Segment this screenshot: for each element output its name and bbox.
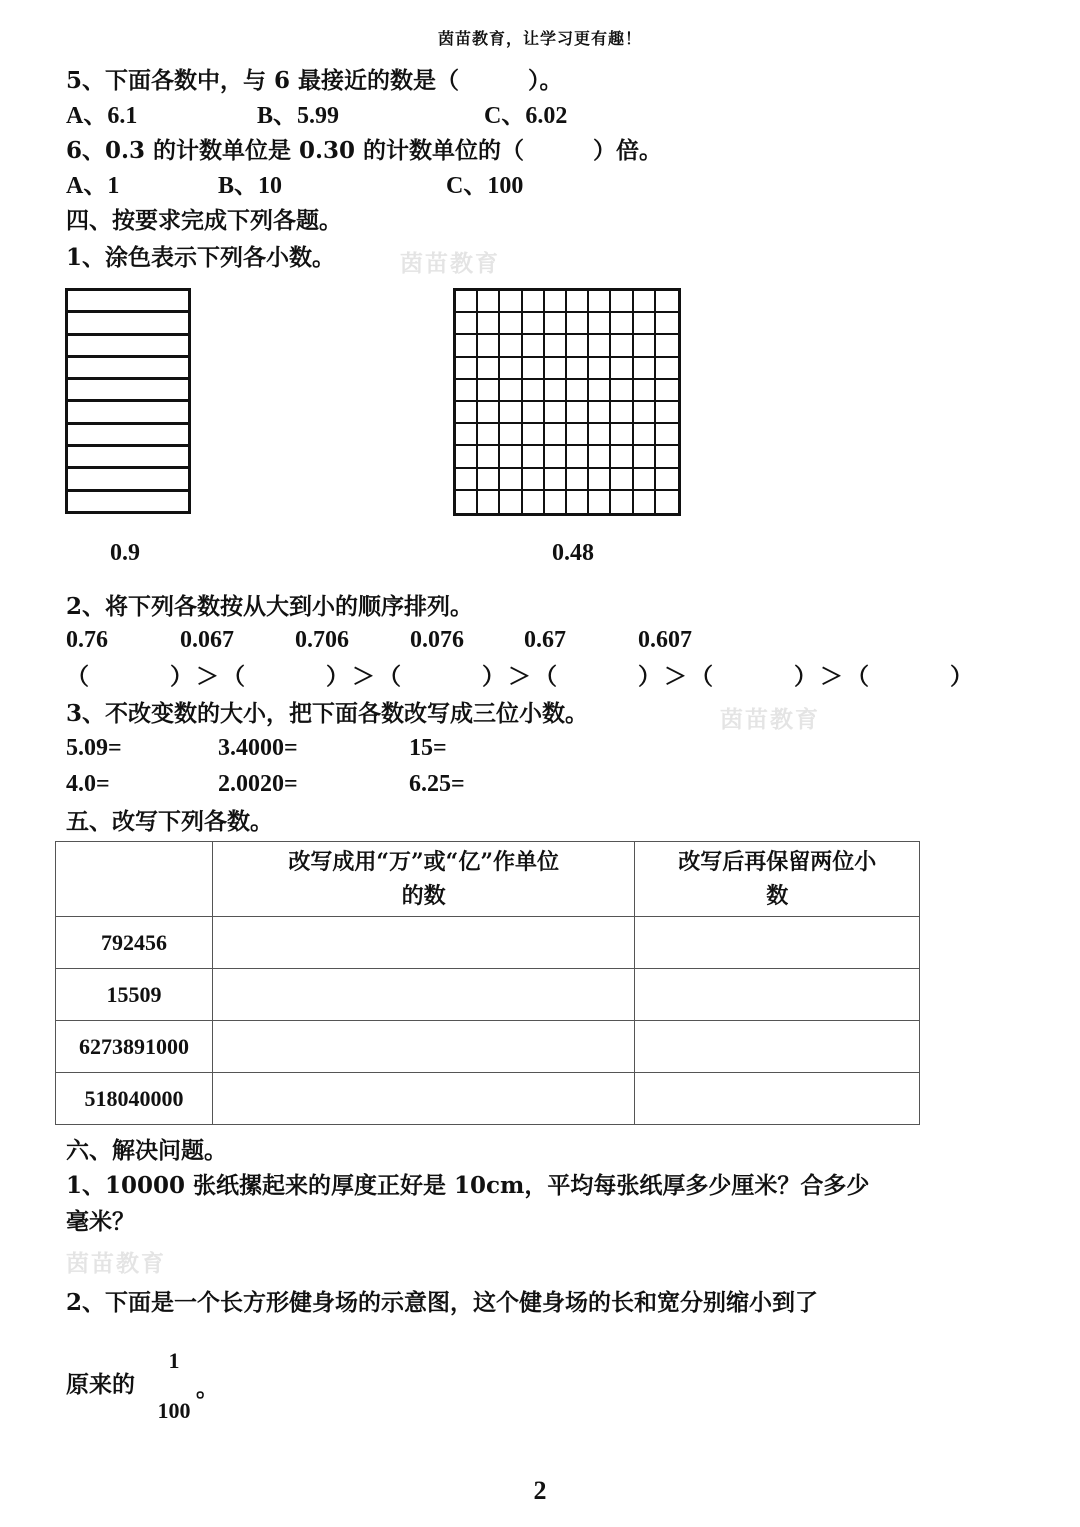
rewrite-item-2[interactable]: 3.4000= <box>218 735 298 761</box>
grid-cell[interactable] <box>523 491 545 513</box>
grid-cell[interactable] <box>589 380 611 402</box>
grid-cell[interactable] <box>456 380 478 402</box>
section5-title: 五、改写下列各数。 <box>66 808 273 835</box>
grid-cell[interactable] <box>567 446 589 468</box>
grid-cell[interactable] <box>478 358 500 380</box>
table-cell-answer[interactable] <box>212 969 635 1021</box>
grid-cell[interactable] <box>478 424 500 446</box>
grid-cell[interactable] <box>545 291 567 313</box>
grid-cell[interactable] <box>456 446 478 468</box>
rewrite-table <box>55 841 920 1125</box>
grid-cell[interactable] <box>634 446 656 468</box>
table-header-cell <box>635 842 920 917</box>
grid-cell[interactable] <box>545 335 567 357</box>
grid-cell[interactable] <box>656 291 678 313</box>
grid-cell[interactable] <box>523 446 545 468</box>
grid-cell[interactable] <box>634 335 656 357</box>
order-number-2: 0.067 <box>180 627 234 653</box>
page-number: 2 <box>533 1476 547 1505</box>
q6-option-b: B、10 <box>218 173 283 199</box>
grid-cell[interactable] <box>478 335 500 357</box>
grid-cell[interactable] <box>545 491 567 513</box>
grid-cell[interactable] <box>478 291 500 313</box>
grid-cell[interactable] <box>545 469 567 491</box>
grid-cell[interactable] <box>634 491 656 513</box>
grid-cell[interactable] <box>500 313 522 335</box>
grid-cell[interactable] <box>634 313 656 335</box>
grid-cell[interactable] <box>611 402 633 424</box>
grid-cell[interactable] <box>589 491 611 513</box>
grid-cell[interactable] <box>611 291 633 313</box>
grid-cell[interactable] <box>456 402 478 424</box>
s4-p3-stem: 3、不改变数的大小，把下面各数改写成三位小数。 <box>66 700 589 727</box>
s6-p2-prefix: 原来的 <box>66 1371 135 1398</box>
grid-cell[interactable] <box>611 380 633 402</box>
rewrite-item-3[interactable]: 15= <box>409 735 447 761</box>
q6-stem: 6、0.3 的计数单位是 0.30 的计数单位的（ ）倍。 <box>66 137 663 164</box>
grid-cell[interactable] <box>545 313 567 335</box>
table-header-cell <box>212 842 635 917</box>
grid-cell[interactable] <box>478 469 500 491</box>
grid-cell[interactable] <box>656 469 678 491</box>
table-header-cell <box>56 842 213 917</box>
grid-cell[interactable] <box>589 446 611 468</box>
grid-cell[interactable] <box>589 313 611 335</box>
rewrite-item-4[interactable]: 4.0= <box>66 771 110 797</box>
grid-cell[interactable] <box>656 491 678 513</box>
grid-cell[interactable] <box>523 469 545 491</box>
grid-cell[interactable] <box>567 335 589 357</box>
grid-cell[interactable] <box>478 491 500 513</box>
grid-cell[interactable] <box>589 358 611 380</box>
grid-cell[interactable] <box>545 402 567 424</box>
grid-cell[interactable] <box>478 313 500 335</box>
grid-cell[interactable] <box>500 491 522 513</box>
grid-cell[interactable] <box>567 469 589 491</box>
grid-cell[interactable] <box>500 402 522 424</box>
s6-p1-line2: 毫米？ <box>66 1208 135 1235</box>
table-cell-number: 6273891000 <box>56 1021 213 1073</box>
grid-cell[interactable] <box>545 358 567 380</box>
strip-cell[interactable] <box>68 447 188 469</box>
header-line: 数 <box>766 883 789 909</box>
strip-cell[interactable] <box>68 469 188 491</box>
table-cell-answer[interactable] <box>635 917 920 969</box>
grid-cell[interactable] <box>456 469 478 491</box>
grid-cell[interactable] <box>634 291 656 313</box>
fraction-numerator: 1 <box>168 1348 180 1373</box>
grid-cell[interactable] <box>634 402 656 424</box>
grid-cell[interactable] <box>634 358 656 380</box>
order-blanks[interactable]: （ ）＞（ ）＞（ ）＞（ ）＞（ ）＞（ ） <box>66 663 976 690</box>
strip-cell[interactable] <box>68 492 188 511</box>
grid-cell[interactable] <box>545 446 567 468</box>
grid-cell[interactable] <box>589 469 611 491</box>
grid-cell[interactable] <box>456 491 478 513</box>
table-cell-number: 792456 <box>56 917 213 969</box>
q5-option-c: C、6.02 <box>484 103 568 129</box>
grid-cell[interactable] <box>611 358 633 380</box>
rewrite-item-5[interactable]: 2.0020= <box>218 771 298 797</box>
grid-cell[interactable] <box>545 380 567 402</box>
grid-cell[interactable] <box>500 424 522 446</box>
q5-option-b: B、5.99 <box>257 103 340 129</box>
header-line: 改写成用“万”或“亿”作单位 <box>288 849 559 875</box>
grid-cell[interactable] <box>611 469 633 491</box>
grid-cell[interactable] <box>456 291 478 313</box>
grid-cell[interactable] <box>456 358 478 380</box>
grid-cell[interactable] <box>611 335 633 357</box>
grid-cell[interactable] <box>567 358 589 380</box>
table-row <box>56 1073 920 1125</box>
grid-cell[interactable] <box>567 424 589 446</box>
rewrite-item-1[interactable]: 5.09= <box>66 735 122 761</box>
grid-cell[interactable] <box>545 424 567 446</box>
grid-cell[interactable] <box>611 446 633 468</box>
grid-cell[interactable] <box>523 380 545 402</box>
grid-cell[interactable] <box>656 402 678 424</box>
q5-option-a: A、6.1 <box>66 103 138 129</box>
strip-cell[interactable] <box>68 358 188 380</box>
table-cell-answer[interactable] <box>212 917 635 969</box>
order-number-1: 0.76 <box>66 627 108 653</box>
grid-cell[interactable] <box>656 446 678 468</box>
order-number-6: 0.607 <box>638 627 692 653</box>
section6-title: 六、解决问题。 <box>66 1137 227 1164</box>
grid-cell[interactable] <box>611 491 633 513</box>
watermark: 茵苗教育 <box>720 706 820 733</box>
grid-cell[interactable] <box>456 313 478 335</box>
grid-cell[interactable] <box>656 335 678 357</box>
grid-cell[interactable] <box>634 469 656 491</box>
grid-cell[interactable] <box>500 358 522 380</box>
grid-cell[interactable] <box>500 446 522 468</box>
grid-cell[interactable] <box>478 446 500 468</box>
s6-p2-line1: 2、下面是一个长方形健身场的示意图，这个健身场的长和宽分别缩小到了 <box>66 1289 819 1316</box>
table-cell-answer[interactable] <box>635 1073 920 1125</box>
strip-cell[interactable] <box>68 380 188 402</box>
grid-cell[interactable] <box>456 424 478 446</box>
grid-cell[interactable] <box>611 313 633 335</box>
s4-p1-stem: 1、涂色表示下列各小数。 <box>66 244 336 271</box>
grid-cell[interactable] <box>500 469 522 491</box>
table-row <box>56 969 920 1021</box>
strip-cell[interactable] <box>68 291 188 313</box>
grid-cell[interactable] <box>500 335 522 357</box>
q6-option-a: A、1 <box>66 173 120 199</box>
grid-cell[interactable] <box>567 291 589 313</box>
s4-p2-stem: 2、将下列各数按从大到小的顺序排列。 <box>66 593 474 620</box>
watermark: 茵苗教育 <box>66 1250 166 1277</box>
grid-cell[interactable] <box>589 291 611 313</box>
table-row <box>56 1021 920 1073</box>
strip-cell[interactable] <box>68 425 188 447</box>
header-line: 改写后再保留两位小 <box>678 849 877 875</box>
grid-cell[interactable] <box>656 424 678 446</box>
table-header-row <box>56 842 920 917</box>
grid-cell[interactable] <box>523 291 545 313</box>
grid-cell[interactable] <box>456 335 478 357</box>
grid-cell[interactable] <box>656 358 678 380</box>
grid-cell[interactable] <box>478 402 500 424</box>
grid-cell[interactable] <box>589 335 611 357</box>
fraction-denominator: 100 <box>157 1398 191 1423</box>
grid-cell[interactable] <box>523 335 545 357</box>
grid-cell[interactable] <box>523 313 545 335</box>
strip-label: 0.9 <box>110 540 140 566</box>
grid-cell[interactable] <box>634 424 656 446</box>
table-cell-answer[interactable] <box>212 1073 635 1125</box>
grid-cell[interactable] <box>523 402 545 424</box>
grid-cell[interactable] <box>567 313 589 335</box>
table-row <box>56 917 920 969</box>
order-number-4: 0.076 <box>410 627 464 653</box>
hundred-grid-diagram[interactable] <box>453 288 681 516</box>
strip-cell[interactable] <box>68 336 188 358</box>
section4-title: 四、按要求完成下列各题。 <box>66 207 342 234</box>
s6-p1-line1: 1、10000 张纸摞起来的厚度正好是 10cm，平均每张纸厚多少厘米？合多少 <box>66 1172 870 1199</box>
table-cell-answer[interactable] <box>212 1021 635 1073</box>
watermark: 茵苗教育 <box>400 250 500 277</box>
grid-cell[interactable] <box>567 491 589 513</box>
grid-cell[interactable] <box>611 424 633 446</box>
grid-cell[interactable] <box>523 358 545 380</box>
grid-cell[interactable] <box>656 380 678 402</box>
grid-cell[interactable] <box>523 424 545 446</box>
grid-cell[interactable] <box>567 380 589 402</box>
grid-cell[interactable] <box>589 424 611 446</box>
grid-cell[interactable] <box>500 291 522 313</box>
rewrite-item-6[interactable]: 6.25= <box>409 771 465 797</box>
table-cell-number: 518040000 <box>56 1073 213 1125</box>
grid-cell[interactable] <box>478 380 500 402</box>
s6-p2-suffix: 。 <box>196 1375 219 1402</box>
grid-cell[interactable] <box>634 380 656 402</box>
table-cell-number: 15509 <box>56 969 213 1021</box>
table-cell-answer[interactable] <box>635 1021 920 1073</box>
strip-cell[interactable] <box>68 313 188 335</box>
header-line: 的数 <box>401 883 446 909</box>
strip-diagram[interactable] <box>65 288 191 514</box>
table-cell-answer[interactable] <box>635 969 920 1021</box>
strip-cell[interactable] <box>68 402 188 424</box>
grid-cell[interactable] <box>589 402 611 424</box>
q6-option-c: C、100 <box>446 173 524 199</box>
grid-cell[interactable] <box>656 313 678 335</box>
grid-label: 0.48 <box>552 540 594 566</box>
q5-stem: 5、下面各数中，与 6 最接近的数是（ ）。 <box>66 67 563 94</box>
order-number-3: 0.706 <box>295 627 349 653</box>
page-header: 茵苗教育，让学习更有趣！ <box>437 29 642 48</box>
grid-cell[interactable] <box>500 380 522 402</box>
order-number-5: 0.67 <box>524 627 566 653</box>
grid-cell[interactable] <box>567 402 589 424</box>
